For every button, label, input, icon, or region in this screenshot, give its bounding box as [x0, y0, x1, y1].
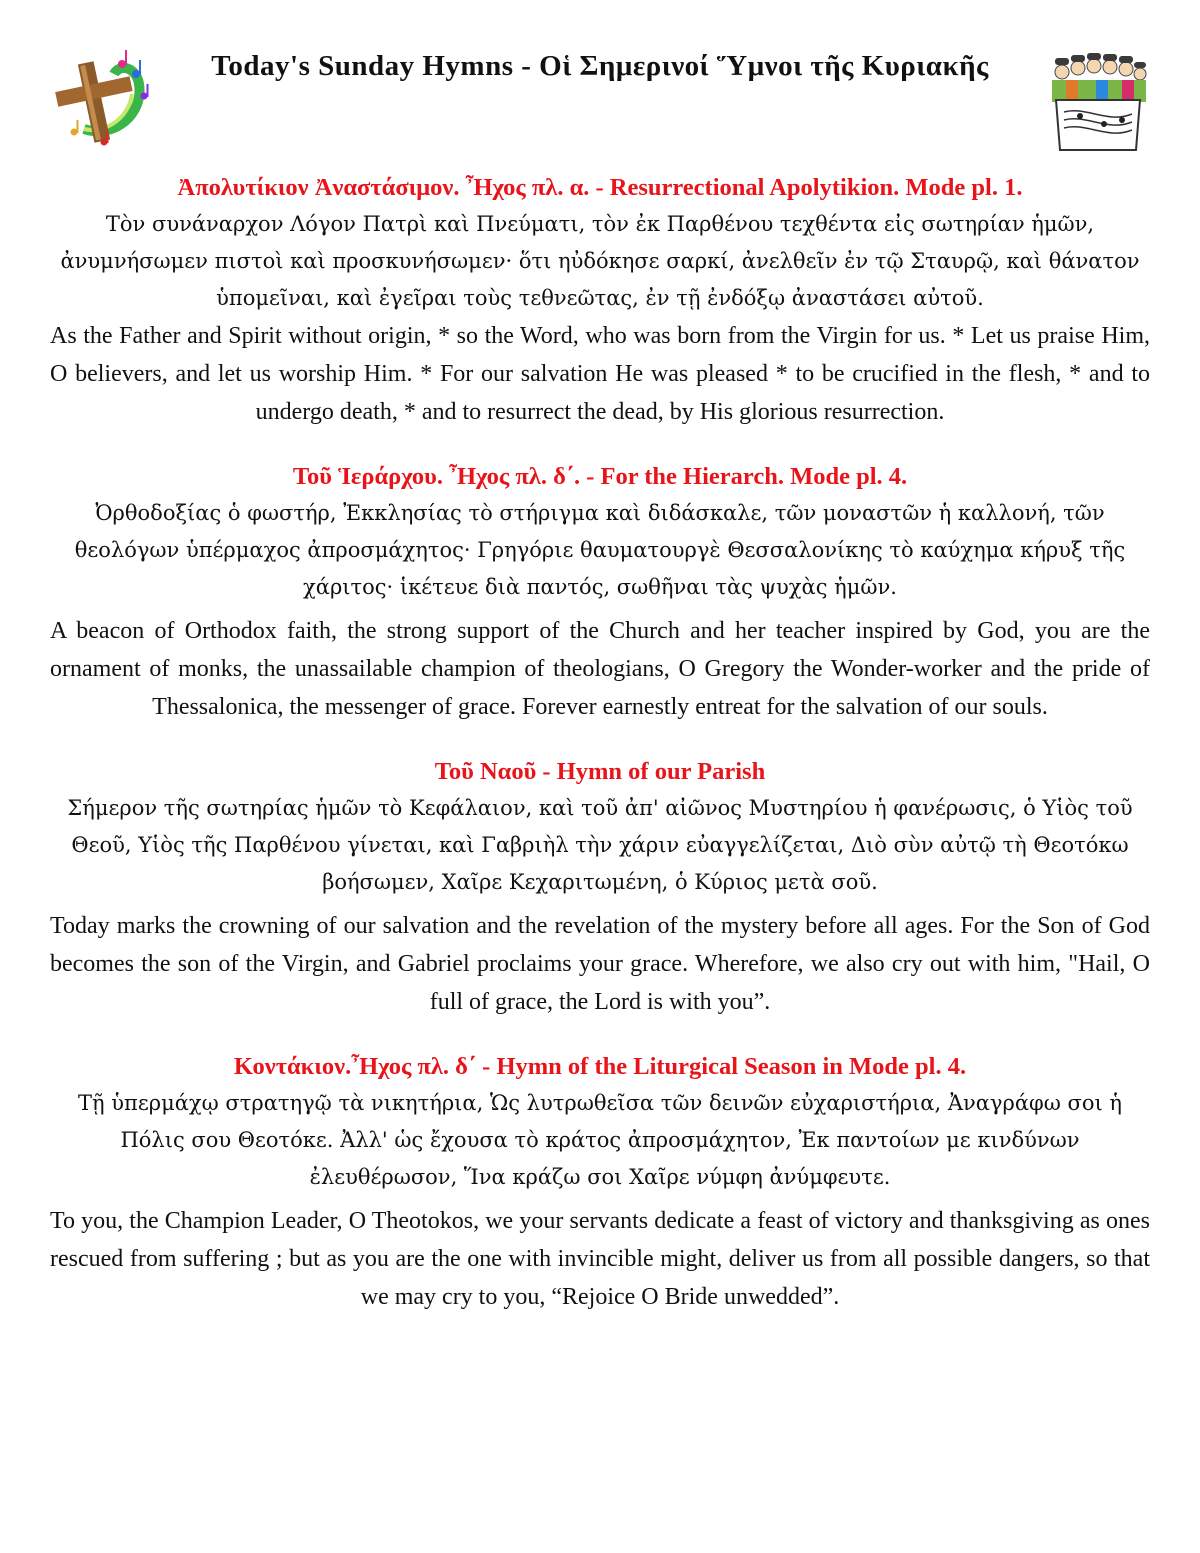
hymn-kontakion [50, 1049, 1150, 1316]
hymn-greek-text: Σήμερον τῆς σωτηρίας ἡμῶν τὸ Κεφάλαιον, καὶ τοῦ ἀπ' αἰῶνος Μυστηρίου ἡ φανέρωσις, ὁ Υἱὸς τοῦ Θεοῦ, Υἱὸς τῆς Παρθένου γίνεται, καὶ Γαβριὴλ τὴν χάριν εὐαγγελίζεται, Διὸ σὺν αὐτῷ τὴ Θεοτόκω βοήσωμεν, Χαῖρε Κεχαριτωμένη, ὁ Κύριος μετὰ σοῦ. [67, 796, 1133, 894]
hymn-greek-text: Ὀρθοδοξίας ὁ φωστήρ, Ἐκκλησίας τὸ στήριγμα καὶ διδάσκαλε, τῶν μοναστῶν ἡ καλλονή, τῶν θεολόγων ὑπέρμαχος ἀπροσμάχητος· Γρηγόριε θαυματουργὲ Θεσσαλονίκης τὸ καύχημα κήρυξ τῆς χάριτος· ἱκέτευε διὰ παντός, σωθῆναι τὰς ψυχὰς ἡμῶν. [74, 501, 1126, 599]
hymn-greek-text: Τῇ ὑπερμάχῳ στρατηγῷ τὰ νικητήρια, Ὡς λυτρωθεῖσα τῶν δεινῶν εὐχαριστήρια, Ἀναγράφω σοι ἡ Πόλις σου Θεοτόκε. Ἀλλ' ὡς ἔχουσα τὸ κράτος ἀπροσμάχητον, Ἐκ παντοίων με κινδύνων ἐλευθέρωσον, Ἵνα κράζω σοι Χαῖρε νύμφη ἀνύμφευτε. [78, 1091, 1122, 1189]
hymn-english-text: To you, the Champion Leader, O Theotokos, we your servants dedicate a feast of victory and thanksgiving as ones rescued from suffering ; but as you are the one with invincible might, deliver us from all possible dangers, so that we may cry to you, “Rejoice O Bride unwedded”. [50, 1208, 1150, 1310]
hymn-hierarch [50, 459, 1150, 726]
cross-with-music-notes-icon [44, 44, 154, 154]
page-title: Today's Sunday Hymns - Οἱ Σημερινοί Ὕμνοι τῆς Κυριακῆς [211, 50, 989, 82]
hymn-english-text: Today marks the crowning of our salvation and the revelation of the mystery before all ages. For the Son of God becomes the son of the Virgin, and Gabriel proclaims your grace. Wherefore, we also cry out with him, "Hail, O full of grace, the Lord is with you”. [50, 913, 1150, 1015]
hymn-title: Κοντάκιον.Ἦχος πλ. δ΄ - Hymn of the Liturgical Season in Mode pl. 4. [233, 1053, 967, 1080]
hymn-title: Τοῦ Ναοῦ - Hymn of our Parish [434, 758, 766, 785]
page-header [0, 40, 1200, 160]
hymn-apolytikion [50, 170, 1150, 431]
hymns-content [50, 170, 1150, 1344]
hymn-greek-text: Τὸν συνάναρχον Λόγον Πατρὶ καὶ Πνεύματι, τὸν ἐκ Παρθένου τεχθέντα εἰς σωτηρίαν ἡμῶν, ἀνυμνήσωμεν πιστοὶ καὶ προσκυνήσωμεν· ὅτι ηὐδόκησε σαρκί, ἀνελθεῖν ἐν τῷ Σταυρῷ, καὶ θάνατον ὑπομεῖναι, καὶ ἐγεῖραι τοὺς τεθνεῶτας, ἐν τῇ ἐνδόξῳ ἀναστάσει αὐτοῦ. [60, 212, 1140, 310]
choir-singers-icon [1046, 50, 1150, 154]
hymn-title: Ἀπολυτίκιον Ἀναστάσιμον. Ἦχος πλ. α. - Resurrectional Apolytikion. Mode pl. 1. [177, 174, 1023, 201]
hymn-parish [50, 754, 1150, 1021]
hymn-title: Τοῦ Ἱεράρχου. Ἦχος πλ. δ΄. - For the Hierarch. Mode pl. 4. [292, 463, 908, 490]
hymn-english-text: As the Father and Spirit without origin, * so the Word, who was born from the Virgin for us. * Let us praise Him, O believers, and let us worship Him. * For our salvation He was pleased * to be crucified in the flesh, * and to undergo death, * and to resurrect the dead, by His glorious resurrection. [50, 323, 1150, 425]
hymn-english-text: A beacon of Orthodox faith, the strong support of the Church and her teacher inspired by God, you are the ornament of monks, the unassailable champion of theologians, O Gregory the Wonder-worker and the pride of Thessalonica, the messenger of grace. Forever earnestly entreat for the salvation of our souls. [50, 618, 1150, 720]
